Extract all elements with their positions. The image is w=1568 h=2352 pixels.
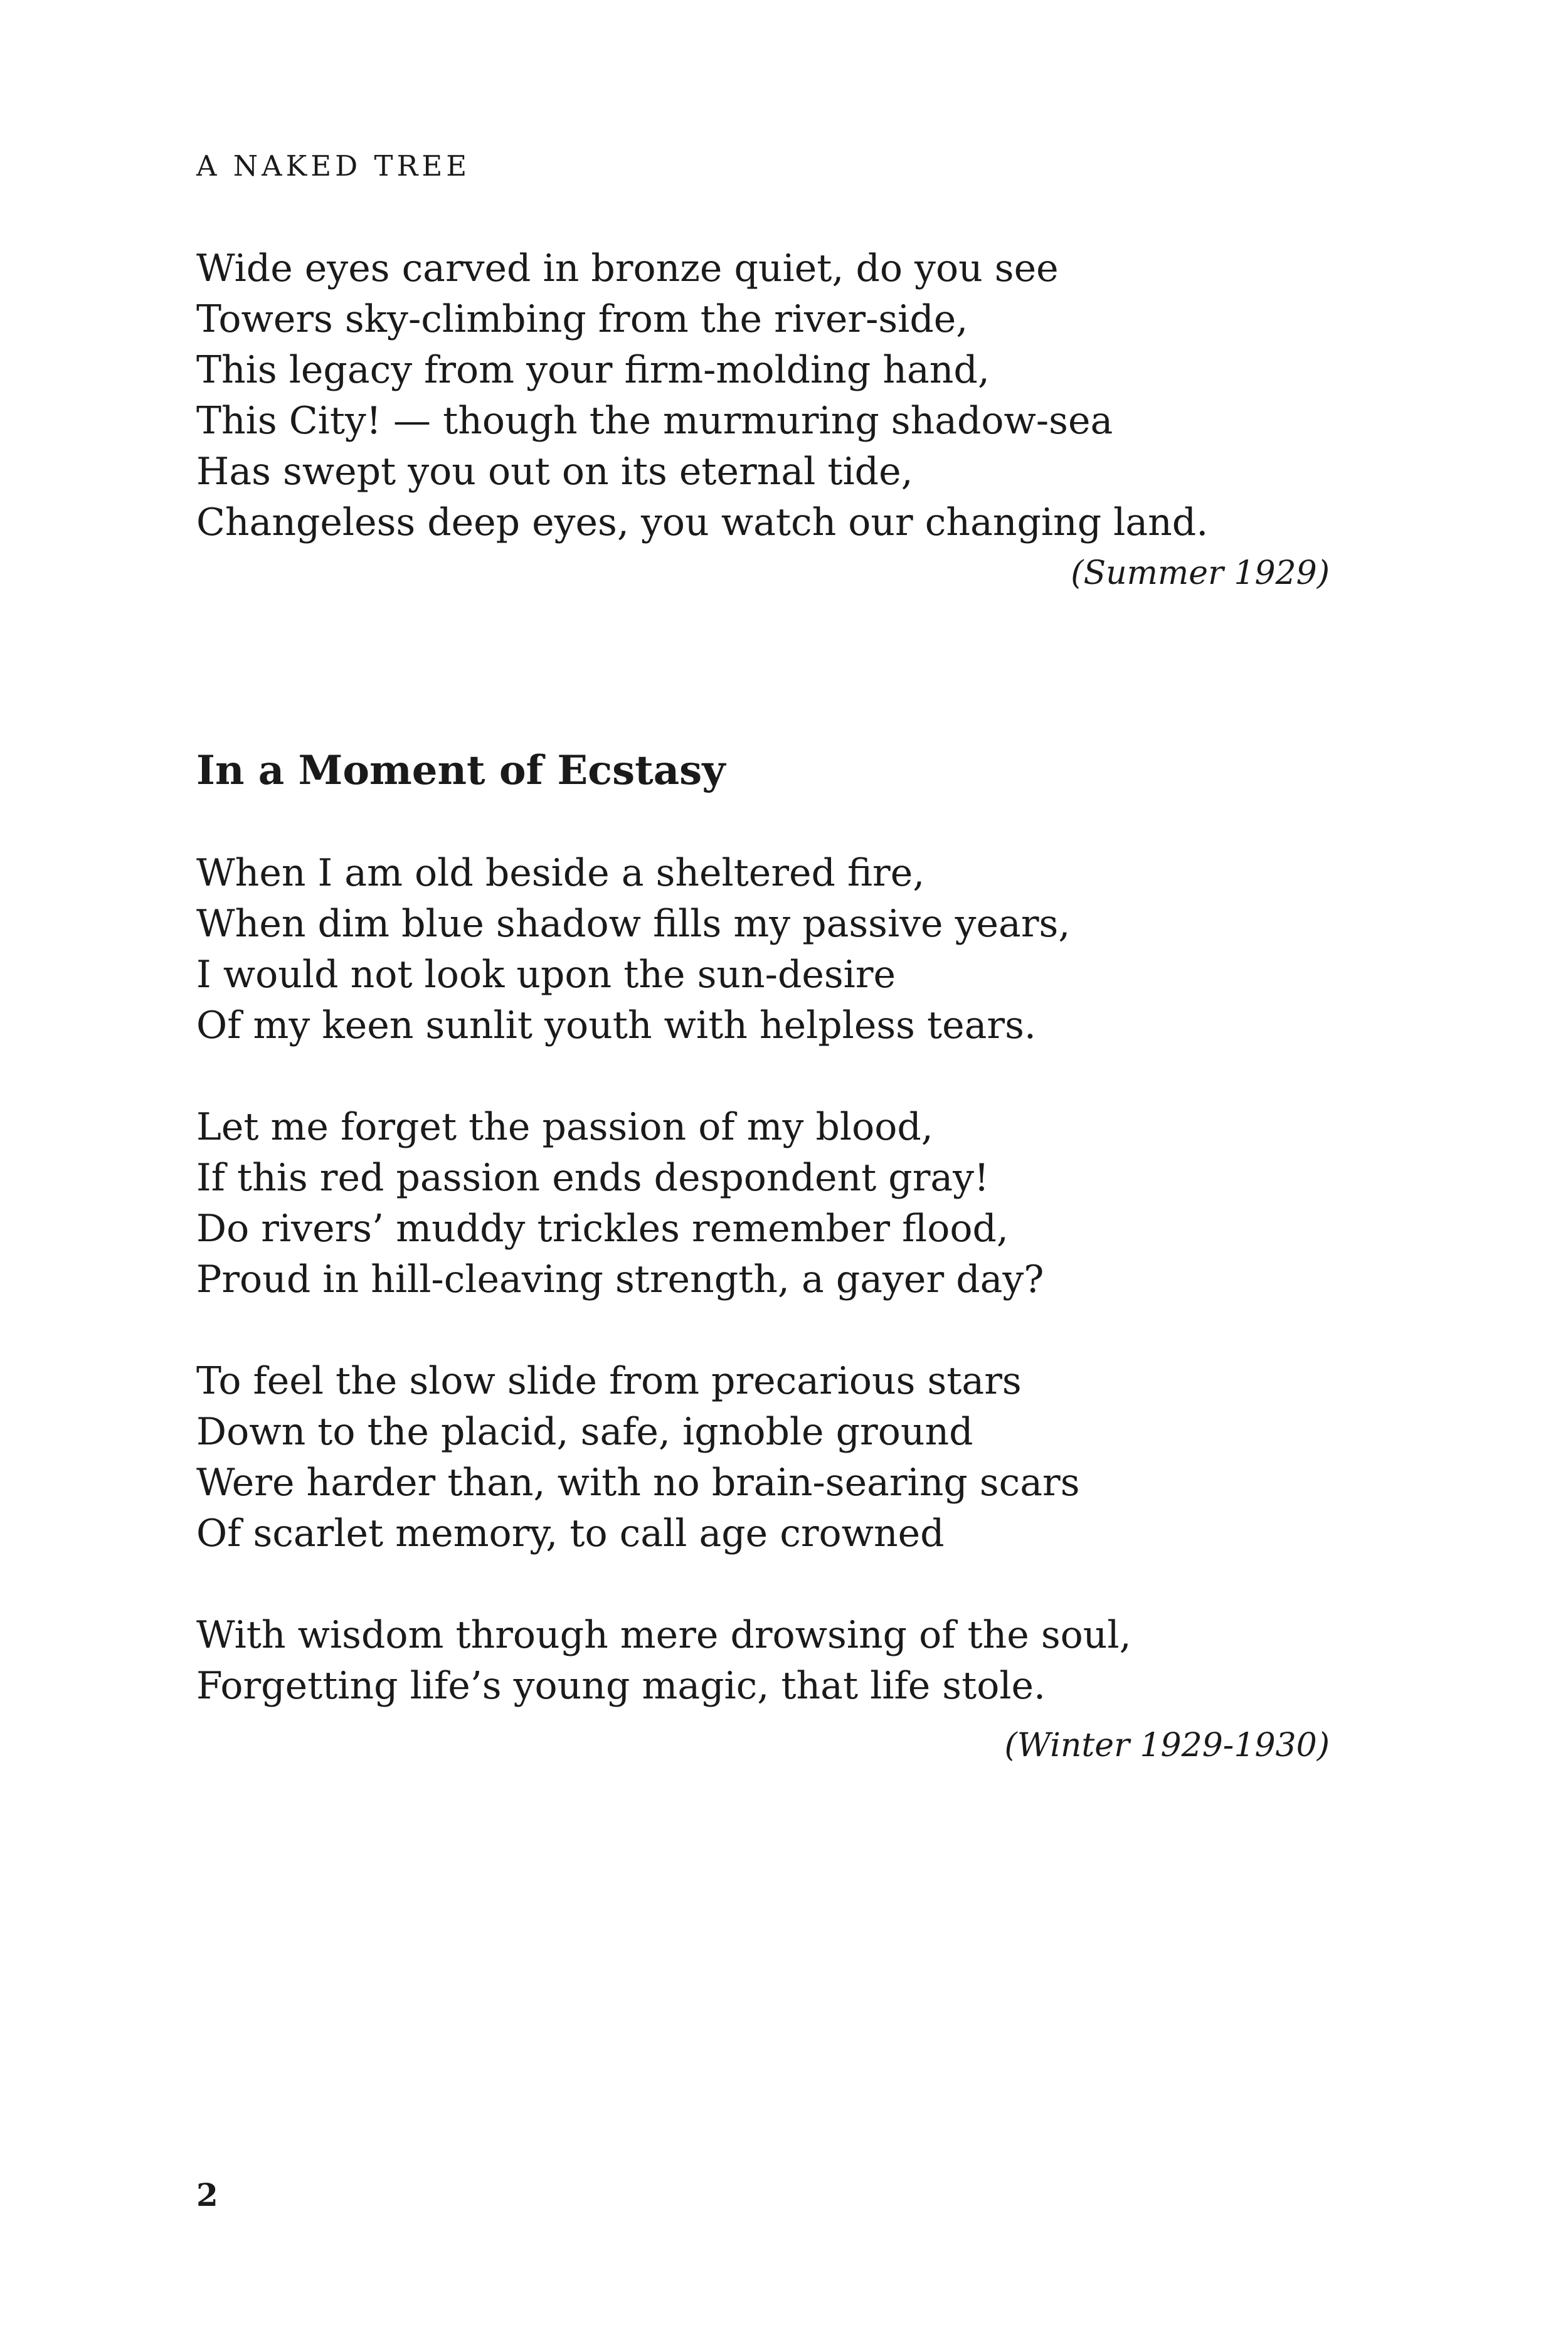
poem-line: Down to the placid, safe, ignoble ground <box>196 1410 973 1454</box>
poem-line: Of scarlet memory, to call age crowned <box>196 1512 945 1555</box>
running-head: A NAKED TREE <box>196 149 471 183</box>
poem-line: This legacy from your firm-molding hand, <box>196 348 990 392</box>
poem-line: When I am old beside a sheltered fire, <box>196 851 925 895</box>
poem-line: Wide eyes carved in bronze quiet, do you see <box>196 246 1059 290</box>
poem-line: Forgetting life’s young magic, that life stole. <box>196 1664 1046 1708</box>
poem-line: If this red passion ends despondent gray! <box>196 1156 990 1200</box>
poem-1-stanza <box>196 243 1208 548</box>
poem-2-stanza-2 <box>196 1102 1044 1305</box>
poem-2-stanza-1 <box>196 848 1070 1051</box>
poem-line: Changeless deep eyes, you watch our changing land. <box>196 501 1209 544</box>
poem-line: Of my keen sunlit youth with helpless tears. <box>196 1004 1036 1047</box>
poem-line: Proud in hill-cleaving strength, a gayer day? <box>196 1258 1044 1301</box>
poem-line: Do rivers’ muddy trickles remember flood, <box>196 1207 1009 1251</box>
poem-line: With wisdom through mere drowsing of the soul, <box>196 1613 1131 1657</box>
poem-line: Has swept you out on its eternal tide, <box>196 450 913 494</box>
poem-line: Were harder than, with no brain-searing scars <box>196 1461 1080 1505</box>
poem-line: I would not look upon the sun-desire <box>196 953 896 997</box>
poem-line: Let me forget the passion of my blood, <box>196 1105 933 1149</box>
poem-line: When dim blue shadow fills my passive years, <box>196 902 1071 946</box>
poem-1-date: (Summer 1929) <box>1071 554 1330 592</box>
poem-line: This City! — though the murmuring shadow-sea <box>196 399 1113 443</box>
poem-line: To feel the slow slide from precarious stars <box>196 1359 1022 1403</box>
poem-line: Towers sky-climbing from the river-side, <box>196 297 968 341</box>
poem-title: In a Moment of Ecstasy <box>196 747 726 794</box>
poem-2-stanza-3 <box>196 1356 1080 1559</box>
poem-2-stanza-4 <box>196 1610 1131 1712</box>
page-number: 2 <box>196 2176 218 2213</box>
poem-2-date: (Winter 1929-1930) <box>1004 1727 1330 1764</box>
